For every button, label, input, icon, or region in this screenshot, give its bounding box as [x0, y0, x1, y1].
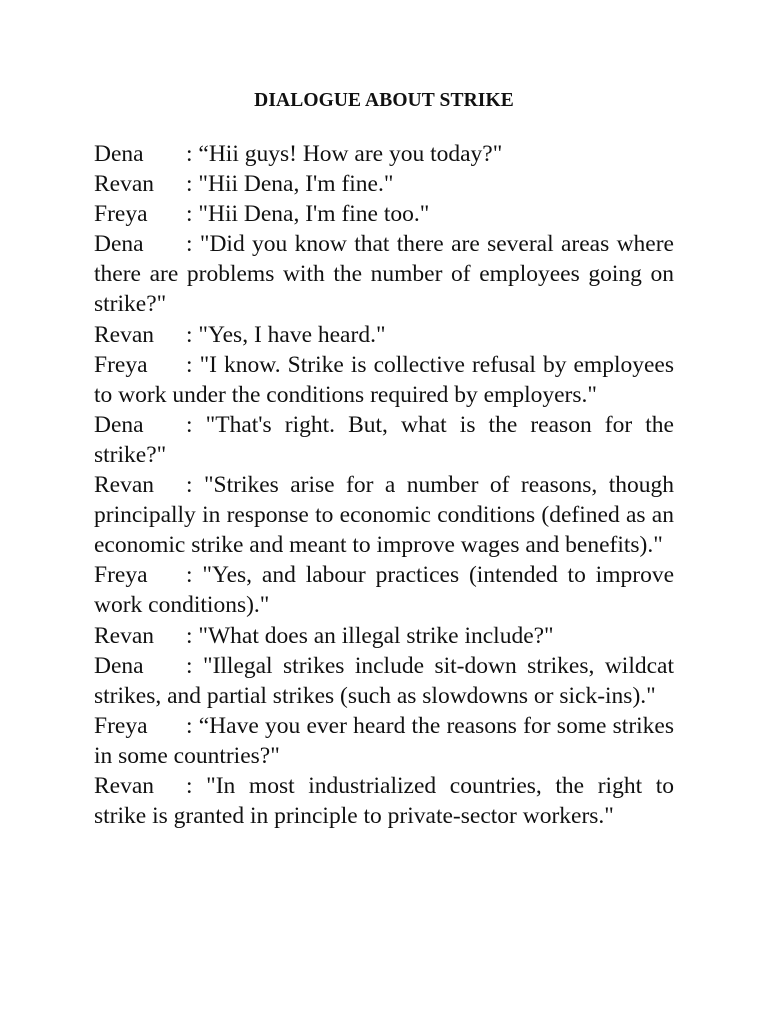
dialogue-line: [94, 139, 674, 169]
line-text: : "What does an illegal strike include?": [186, 622, 554, 649]
speaker-name: Freya: [94, 351, 148, 378]
line-text: : "Illegal strikes include sit-down strikes, wildcat strikes, and partial strikes (such as slowdowns or sick-ins).": [94, 652, 674, 709]
speaker-name: Dena: [94, 652, 144, 679]
speaker-name: Dena: [94, 411, 144, 438]
line-text: : "I know. Strike is collective refusal by employees to work under the conditions required by employers.": [94, 351, 674, 408]
line-text: : "Yes, and labour practices (intended to improve work conditions).": [94, 562, 674, 619]
dialogue-line: [94, 169, 674, 199]
speaker-name: Revan: [94, 472, 155, 499]
dialogue-line: [94, 771, 674, 831]
dialogue-line: [94, 350, 674, 410]
line-text: : "That's right. But, what is the reason for the strike?": [94, 411, 674, 468]
line-text: : “Hii guys! How are you today?": [186, 141, 503, 167]
dialogue-line: [94, 320, 674, 350]
speaker-name: Freya: [94, 562, 148, 589]
line-text: : "Did you know that there are several areas where there are problems with the number of employees going on strike?": [94, 231, 674, 318]
speaker-name: Dena: [94, 141, 144, 167]
speaker-name: Dena: [94, 231, 144, 258]
speaker-name: Revan: [94, 772, 155, 799]
speaker-name: Revan: [94, 622, 155, 649]
dialogue-line: [94, 621, 674, 651]
line-text: : "In most industrialized countries, the right to strike is granted in principle to private-sector workers.": [94, 772, 674, 830]
dialogue-line: [94, 711, 674, 771]
dialogue-line: [94, 560, 674, 620]
document-title: DIALOGUE ABOUT STRIKE: [254, 90, 514, 111]
line-text: : "Yes, I have heard.": [186, 321, 386, 348]
dialogue-line: [94, 410, 674, 470]
dialogue-line: [94, 651, 674, 711]
dialogue-line: [94, 229, 674, 319]
speaker-name: Freya: [94, 712, 148, 739]
dialogue-line: [94, 199, 674, 229]
dialogue-body: [94, 139, 674, 831]
speaker-name: Revan: [94, 171, 155, 198]
speaker-name: Freya: [94, 201, 148, 228]
line-text: : “Have you ever heard the reasons for some strikes in some countries?": [94, 712, 674, 769]
line-text: : "Strikes arise for a number of reasons, though principally in response to economic conditions (defined as an economic strike and meant to improve wages and benefits).": [94, 472, 674, 559]
dialogue-line: [94, 470, 674, 560]
speaker-name: Revan: [94, 321, 155, 348]
line-text: : "Hii Dena, I'm fine too.": [186, 201, 430, 228]
line-text: : "Hii Dena, I'm fine.": [186, 171, 394, 198]
